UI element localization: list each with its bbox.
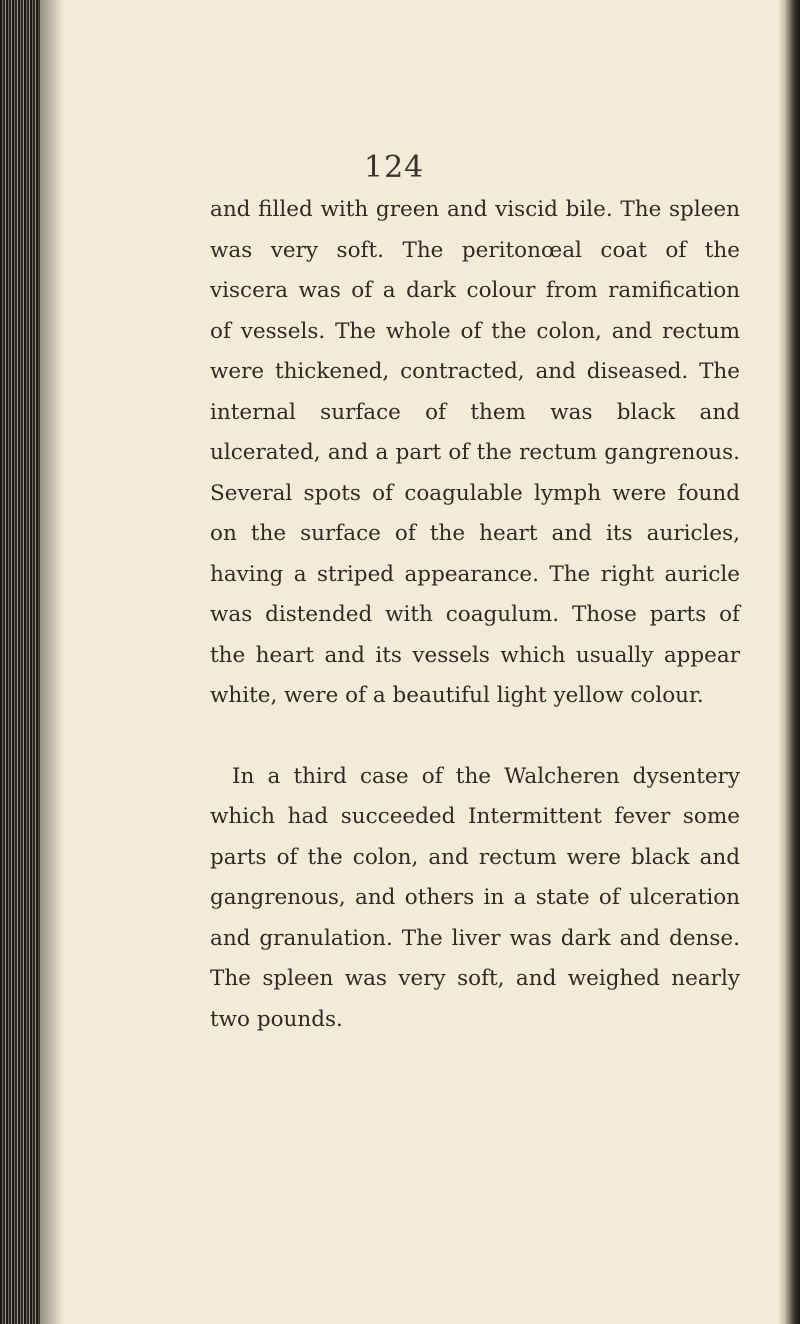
page-body (210, 190, 740, 1040)
paragraph-2: In a third case of the Walcheren dysentery which had succeeded Intermittent fever some parts of the colon, and rectum were black and gangrenous, and others in a state of ulceration and granulation. The liver was dark and dense. The spleen was very soft, and weighed nearly two pounds. (210, 763, 740, 1032)
paragraph-1: and filled with green and viscid bile. The spleen was very soft. The peritonœal coat of the viscera was of a dark colour from ramification of vessels. The whole of the colon, and rectum were thickened, contracted, and diseased. The internal surface of them was black and ulcerated, and a part of the rectum gangrenous. Several spots of coagulable lymph were found on the surface of the heart and its auricles, having a striped appearance. The right auricle was distended with coagulum. Those parts of the heart and its vessels which usually appear white, were of a beautiful light yellow colour. (210, 197, 740, 708)
page-edge (778, 0, 800, 1324)
book-binding (0, 0, 40, 1324)
page-number: 124 (364, 150, 425, 185)
binding-shadow (38, 0, 64, 1324)
